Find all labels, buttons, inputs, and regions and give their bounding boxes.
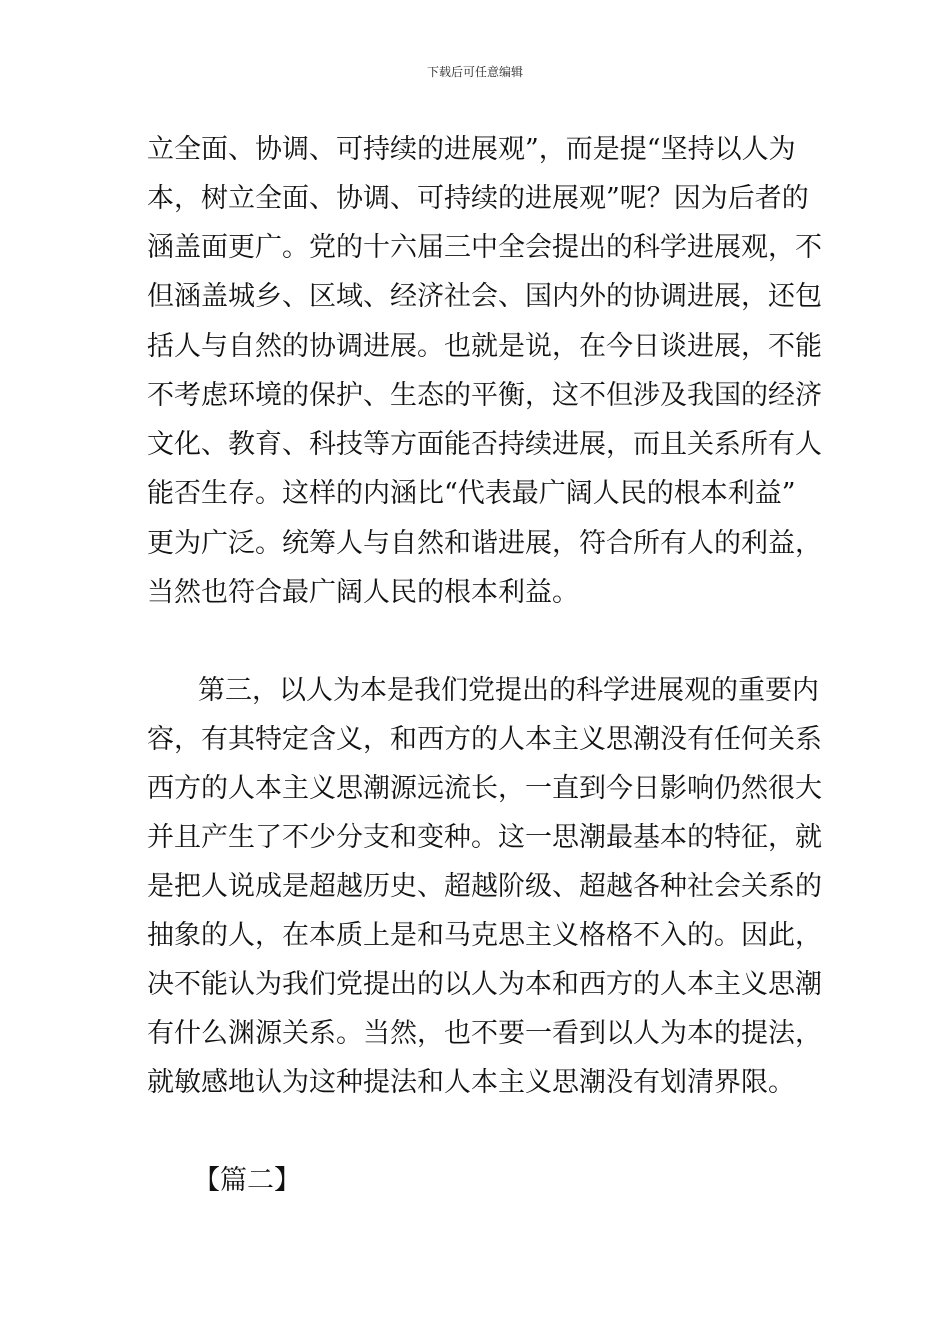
paragraph-line: 当然也符合最广阔人民的根本利益。 [147, 577, 579, 608]
paragraph-line: 抽象的人，在本质上是和马克思主义格格不入的。因此， [147, 920, 822, 951]
section-heading: 【篇二】 [193, 1165, 301, 1196]
paragraph-line: 立全面、协调、可持续的进展观”，而是提“坚持以人为 [147, 134, 796, 165]
paragraph-line: 不考虑环境的保护、生态的平衡，这不但涉及我国的经济 [147, 380, 822, 411]
paragraph-line: 并且产生了不少分支和变种。这一思潮最基本的特征，就 [147, 822, 822, 853]
paragraph-line: 有什么渊源关系。当然，也不要一看到以人为本的提法， [147, 1018, 822, 1049]
paragraph-line: 决不能认为我们党提出的以人为本和西方的人本主义思潮 [147, 969, 822, 1000]
paragraph-line: 但涵盖城乡、区域、经济社会、国内外的协调进展，还包 [147, 281, 822, 312]
paragraph-line: 本，树立全面、协调、可持续的进展观”呢？因为后者的 [147, 183, 809, 214]
paragraph-line: 能否生存。这样的内涵比“代表最广阔人民的根本利益” [147, 478, 796, 509]
paragraph-line: 括人与自然的协调进展。也就是说，在今日谈进展，不能 [147, 331, 822, 362]
page-header: 下载后可任意编辑 [426, 65, 523, 79]
paragraph-line: 涵盖面更广。党的十六届三中全会提出的科学进展观，不 [147, 232, 822, 263]
paragraph-line: 就敏感地认为这种提法和人本主义思潮没有划清界限。 [147, 1067, 795, 1098]
paragraph-line: 是把人说成是超越历史、超越阶级、超越各种社会关系的 [147, 871, 822, 902]
paragraph-line: 更为广泛。统筹人与自然和谐进展，符合所有人的利益， [147, 528, 822, 559]
paragraph-line: 西方的人本主义思潮源远流长，一直到今日影响仍然很大 [147, 773, 822, 804]
paragraph-line: 容，有其特定含义，和西方的人本主义思潮没有任何关系 [147, 724, 822, 755]
paragraph-line: 文化、教育、科技等方面能否持续进展，而且关系所有人 [147, 429, 822, 460]
paragraph-line: 第三，以人为本是我们党提出的科学进展观的重要内 [198, 675, 819, 706]
